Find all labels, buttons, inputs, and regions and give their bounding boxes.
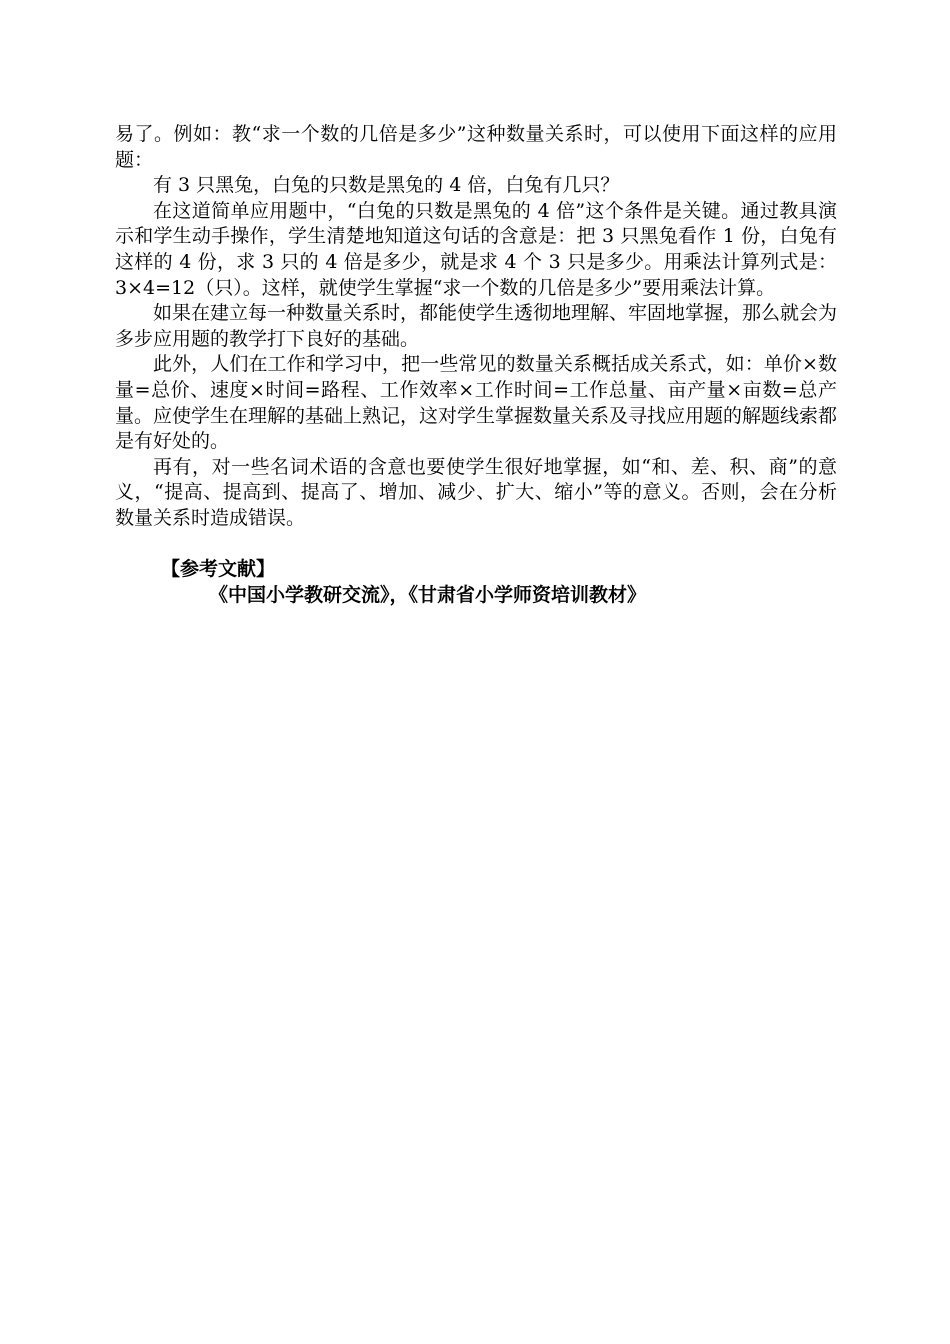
document-body <box>115 122 837 608</box>
paragraph-example-problem: 有 3 只黑兔，白兔的只数是黑兔的 4 倍，白兔有几只？ <box>153 174 620 197</box>
references-section <box>115 557 837 608</box>
references-list: 《中国小学教研交流》，《甘肃省小学师资培训教材》 <box>209 583 647 606</box>
paragraph-foundation: 如果在建立每一种数量关系时，都能使学生透彻地理解、牢固地掌握，那么就会为多步应用题的教学打下良好的基础。 <box>115 302 838 350</box>
paragraph-analysis: 在这道简单应用题中，“白兔的只数是黑兔的 4 倍”这个条件是关键。通过教具演示和学生动手操作，学生清楚地知道这句话的含意是：把 3 只黑兔看作 1 份，白兔有这样的 4 份，求 3 只的 4 倍是多少，就是求 4 个 3 只是多少。用乘法计算列式是：3×4=12（只）。这样，就使学生掌握“求一个数的几倍是多少”要用乘法计算。 <box>115 199 837 299</box>
references-heading: 【参考文献】 <box>161 558 276 581</box>
paragraph-terminology: 再有，对一些名词术语的含意也要使学生很好地掌握，如“和、差、积、商”的意义，“提高、提高到、提高了、增加、减少、扩大、缩小”等的意义。否则，会在分析数量关系时造成错误。 <box>115 455 837 529</box>
paragraph-formulas: 此外，人们在工作和学习中，把一些常见的数量关系概括成关系式，如：单价×数量=总价、速度×时间=路程、工作效率×工作时间=工作总量、亩产量×亩数=总产量。应使学生在理解的基础上熟记，这对学生掌握数量关系及寻找应用题的解题线索都是有好处的。 <box>115 353 838 453</box>
paragraph-continuation: 易了。例如：教“求一个数的几倍是多少”这种数量关系时，可以使用下面这样的应用题： <box>115 123 837 171</box>
